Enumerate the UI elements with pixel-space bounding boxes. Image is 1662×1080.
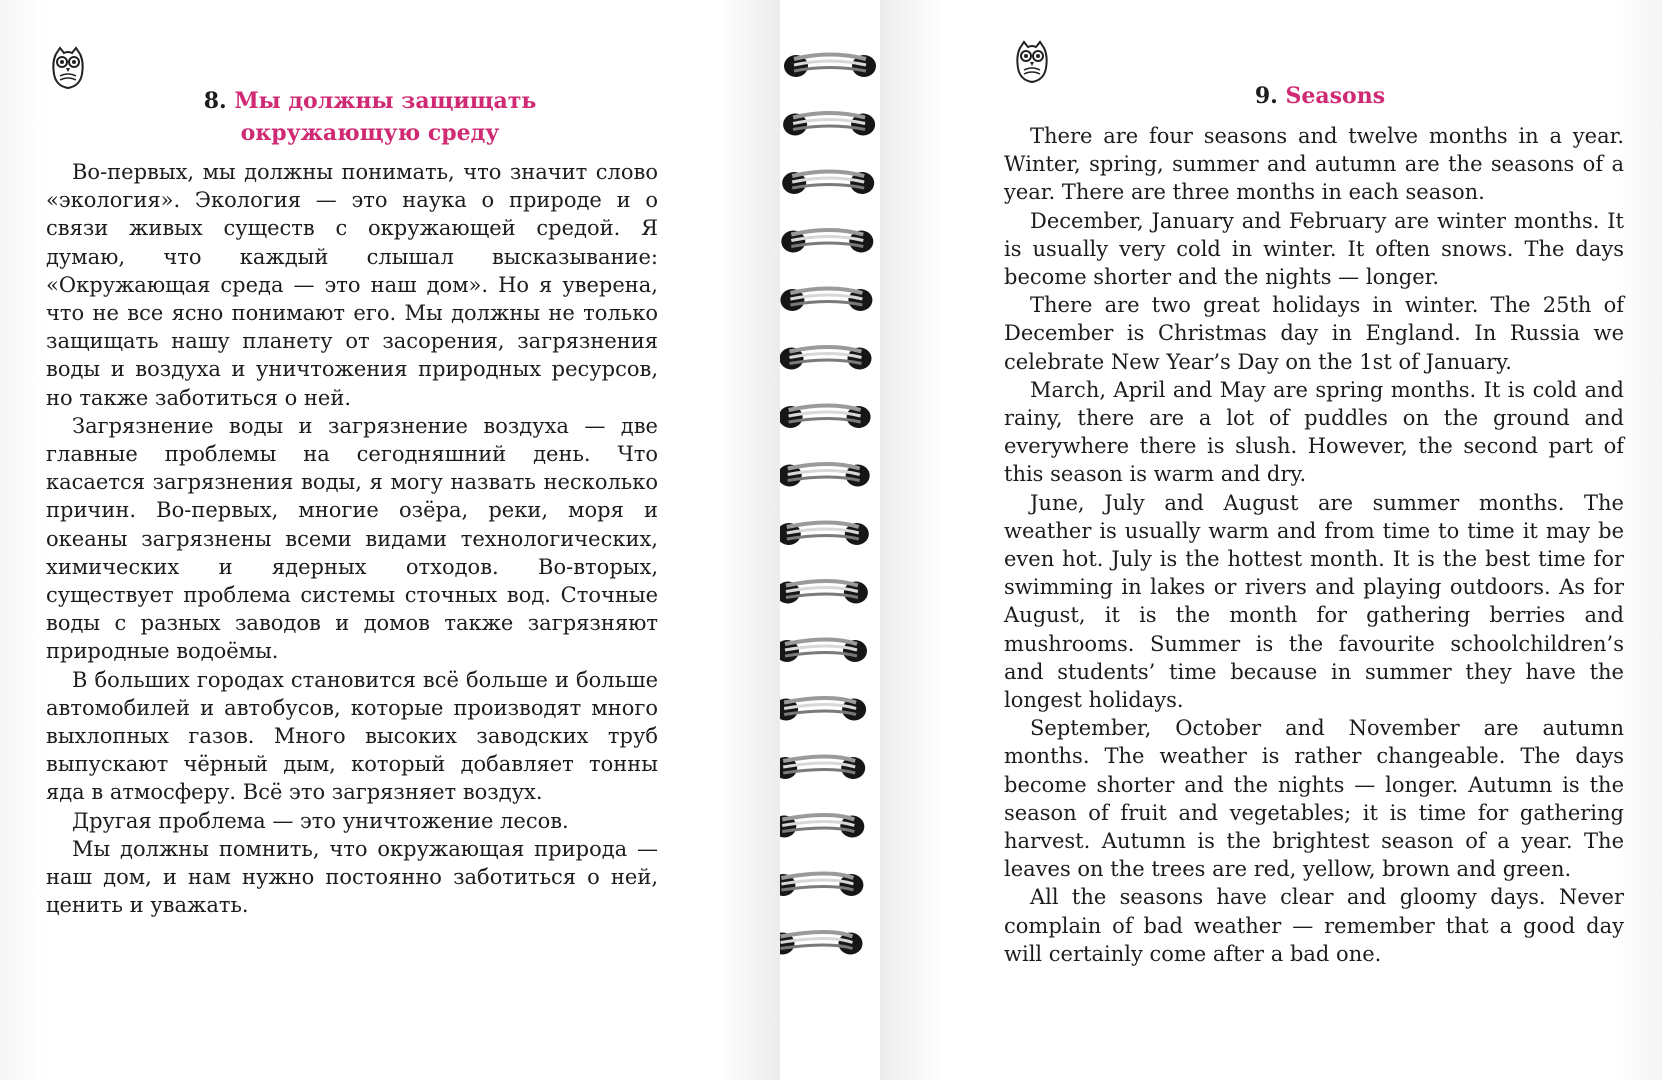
section-number: 8.: [203, 88, 227, 114]
spiral-ring: [781, 230, 873, 253]
spiral-ring: [780, 757, 865, 780]
paragraph: December, January and February are winter months. It is usually very cold in winter. It often snows. The days become shorter and the nights — longer.: [1004, 208, 1624, 290]
spiral-ring: [782, 172, 874, 195]
spiral-ring: [780, 464, 870, 487]
section-title: окружающую среду: [240, 120, 500, 146]
paragraph: March, April and May are spring months. It is cold and rainy, there are a lot of puddles on the ground and everywhere there is slush. However, the second part of this season is warm and dry.: [1004, 377, 1624, 487]
spiral-ring: [780, 640, 867, 663]
left-page-heading: [140, 85, 600, 149]
spiral-ring: [780, 289, 872, 312]
paragraph: В больших городах становится всё больше и больше автомобилей и автобусов, которые производят много выхлопных газов. Много высоких заводских труб выпускают чёрный дым, который добавляет тонны яда в атмосферу. Всё это загрязняет воздух.: [46, 667, 658, 805]
paragraph: Загрязнение воды и загрязнение воздуха — две главные проблемы на сегодняшний день. Что касается загрязнения воды, я могу назвать несколько причин. Во-первых, многие озёра, реки, моря и океаны загрязнены всеми видами технологических, химических и ядерных отходов. Во-вторых, существует проблема системы сточных вод. Сточные воды с разных заводов и домов также загрязняют природные водоёмы.: [46, 413, 658, 664]
spiral-ring: [784, 55, 876, 78]
paragraph: Другая проблема — это уничтожение лесов.: [72, 808, 569, 833]
paragraph: There are four seasons and twelve months in a year. Winter, spring, summer and autumn are the seasons of a year. There are three months in each season.: [1004, 124, 1624, 205]
spiral-ring: [780, 932, 863, 955]
left-page-text: [46, 158, 658, 919]
spiral-ring: [780, 698, 866, 721]
spiral-ring: [780, 581, 868, 604]
owl-icon: [1014, 40, 1050, 84]
paragraph: September, October and November are autumn months. The weather is rather changeable. The days become shorter and the nights — longer. Autumn is the season of fruit and vegetables; it is time for gathering harvest. Autumn is the brightest season of a year. The leaves on the trees are red, yellow, brown and green.: [1004, 716, 1624, 882]
paragraph: Мы должны помнить, что окружающая природа — наш дом, и нам нужно постоянно заботиться о ней, ценить и уважать.: [46, 836, 658, 918]
section-number: 9.: [1254, 83, 1278, 109]
owl-icon: [50, 46, 86, 90]
right-page-heading: [1140, 80, 1500, 112]
spiral-ring: [780, 874, 863, 897]
spiral-ring: [780, 406, 871, 429]
paragraph: June, July and August are summer months. The weather is usually warm and from time to time it may be even hot. July is the hottest month. It is the best time for swimming in lakes or rivers and playing outdoors. As for August, it is the month for gathering berries and mushrooms. Summer is the favourite schoolchildren’s and students’ time because in summer they have the longest holidays.: [1004, 490, 1624, 713]
spiral-ring: [780, 347, 872, 370]
section-title: Мы должны защищать: [234, 88, 537, 114]
paragraph: All the seasons have clear and gloomy days. Never complain of bad weather — remember that a good day will certainly come after a bad one.: [1004, 885, 1624, 966]
paragraph: Во-первых, мы должны понимать, что значит слово «экология». Экология — это наука о природе и о связи живых существ с окружающей средой. Я думаю, что каждый слышал высказывание: «Окружающая среда — это наш дом». Но я уверена, что не все ясно понимают его. Мы должны не только защищать нашу планету от засорения, загрязнения воды и воздуха и уничтожения природных ресурсов, но также заботиться о ней.: [46, 160, 658, 410]
spiral-ring: [780, 815, 864, 838]
right-page-text: [1004, 122, 1624, 968]
spiral-binding: [780, 0, 880, 1080]
paragraph: There are two great holidays in winter. The 25th of December is Christmas day in England. In Russia we celebrate New Year’s Day on the 1st of January.: [1004, 293, 1624, 374]
section-title: Seasons: [1285, 83, 1386, 109]
spiral-ring: [783, 113, 875, 136]
spiral-ring: [780, 523, 869, 546]
